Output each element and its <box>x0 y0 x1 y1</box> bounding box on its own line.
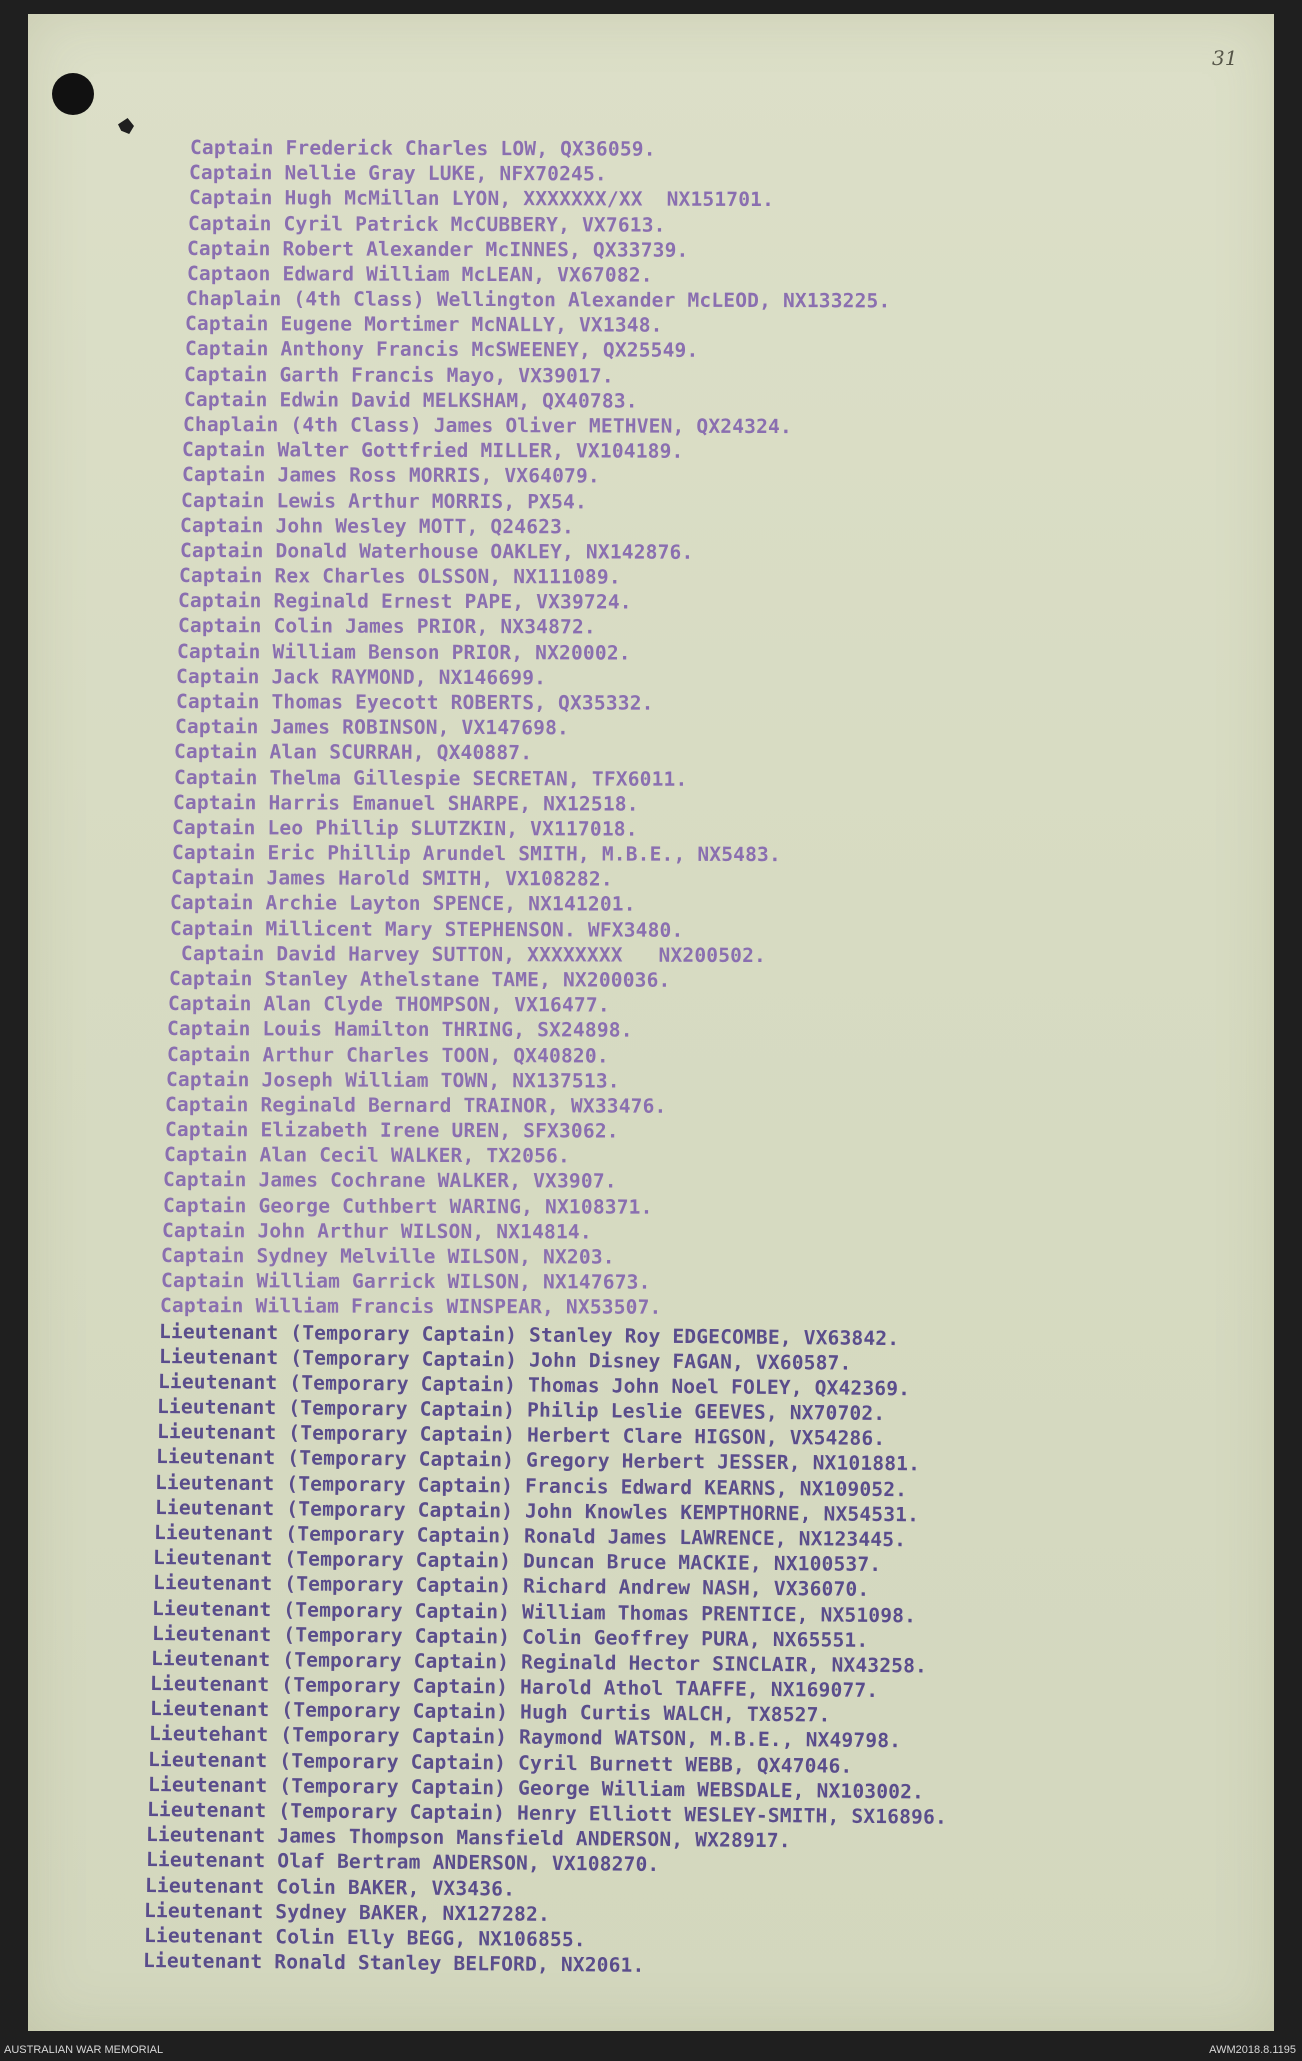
list-item: Captain Nellie Gray LUKE, NFX70245. <box>189 161 608 186</box>
list-item: Lieutenant (Temporary Captain) George William WEBSDALE, NX103002. <box>147 1772 924 1804</box>
list-item: Chaplain (4th Class) James Oliver METHVEN, QX24324. <box>182 413 792 439</box>
list-item: Lieutenant (Temporary Captain) John Disney FAGAN, VX60587. <box>158 1344 852 1375</box>
list-item: Lieutenant James Thompson Mansfield ANDERSON, WX28917. <box>146 1823 792 1853</box>
list-item: Lieutenant (Temporary Captain) Ronald James LAWRENCE, NX123445. <box>153 1520 907 1552</box>
list-item: Captain Hugh McMillan LYON, XXXXXXX/XX NX151701. <box>188 186 774 212</box>
list-item: Captain Thelma Gillespie SECRETAN, TFX6011. <box>173 765 688 791</box>
list-item: Lieutenant (Temporary Captain) Henry Elliott WESLEY-SMITH, SX16896. <box>146 1797 947 1829</box>
list-item: Lieutenant (Temporary Captain) Richard Andrew NASH, VX36070. <box>152 1571 870 1602</box>
list-item: Lieutenant (Temporary Captain) Hugh Curtis WALCH, TX8527. <box>149 1697 831 1727</box>
list-item: Lieutenant (Temporary Captain) Thomas John Noel FOLEY, QX42369. <box>157 1369 911 1401</box>
list-item: Captain Robert Alexander McINNES, QX33739. <box>187 236 689 262</box>
list-item: Lieutenant Olaf Bertram ANDERSON, VX108270. <box>145 1848 660 1877</box>
list-item: Captain Louis Hamilton THRING, SX24898. <box>167 1017 633 1042</box>
list-item: Lieutenant Ronald Stanley BELFORD, NX2061. <box>142 1949 645 1977</box>
list-item: Captain Reginald Ernest PAPE, VX39724. <box>178 589 633 614</box>
list-item: Lieutenant (Temporary Captain) Francis Edward KEARNS, NX109052. <box>155 1470 908 1501</box>
list-item: Captain Alan Cecil WALKER, TX2056. <box>163 1143 570 1168</box>
list-item: Lieutenant Colin BAKER, VX3436. <box>144 1873 516 1901</box>
list-item: Captain Leo Phillip SLUTZKIN, VX117018. <box>172 815 639 841</box>
list-item: Captain James Ross MORRIS, VX64079. <box>181 463 600 488</box>
list-item: Captain Eugene Mortimer McNALLY, VX1348. <box>185 312 664 337</box>
list-item: Captain Arthur Charles TOON, QX40820. <box>166 1042 609 1068</box>
list-item: Captain John Arthur WILSON, NX14814. <box>161 1218 592 1244</box>
list-item: Captain William Benson PRIOR, NX20002. <box>176 639 631 665</box>
list-item: Captain Archie Layton SPENCE, NX141201. <box>170 891 637 917</box>
list-item: Captain George Cuthbert WARING, NX108371. <box>162 1193 653 1219</box>
list-item: Captain John Wesley MOTT, Q24623. <box>180 513 575 539</box>
list-item: Lieutehant (Temporary Captain) Raymond WATSON, M.B.E., NX49798. <box>148 1722 902 1753</box>
list-item: Captain Cyril Patrick McCUBBERY, VX7613. <box>187 211 666 237</box>
list-item: Chaplain (4th Class) Wellington Alexander McLEOD, NX133225. <box>186 287 891 313</box>
list-item: Captain Colin James PRIOR, NX34872. <box>177 614 596 639</box>
list-item: Lieutenant Colin Elly BEGG, NX106855. <box>143 1923 586 1952</box>
list-item: Captain Anthony Francis McSWEENEY, QX25549. <box>184 337 699 363</box>
list-item: Lieutenant (Temporary Captain) Herbert Clare HIGSON, VX54286. <box>156 1420 886 1451</box>
list-item: Captain Garth Francis Mayo, VX39017. <box>184 362 614 388</box>
list-item: Captain Thomas Eyecott ROBERTS, QX35332. <box>175 690 654 715</box>
list-item: Captain William Francis WINSPEAR, NX53507. <box>159 1294 662 1320</box>
list-item: Captain David Harvey SUTTON, XXXXXXXX NX200502. <box>169 941 767 967</box>
list-item: Captain Lewis Arthur MORRIS, PX54. <box>180 488 587 513</box>
list-item: Captain Stanley Athelstane TAME, NX200036. <box>168 967 671 992</box>
list-item: Captain Walter Gottfried MILLER, VX104189. <box>182 438 684 463</box>
list-item: Lieutenant (Temporary Captain) Colin Geoffrey PURA, NX65551. <box>151 1621 868 1652</box>
list-item: Captain Rex Charles OLSSON, NX111089. <box>178 564 621 589</box>
list-item: Captain Jack RAYMOND, NX146699. <box>176 664 547 690</box>
list-item: Lieutenant (Temporary Captain) Duncan Bruce MACKIE, NX100537. <box>153 1546 882 1577</box>
archive-reference: AWM2018.8.1195 <box>1209 2044 1296 2056</box>
list-item: Lieutenant (Temporary Captain) Stanley Roy EDGECOMBE, VX63842. <box>159 1319 900 1350</box>
list-item: Captain Reginald Bernard TRAINOR, WX33476. <box>165 1092 667 1118</box>
list-item: Captain Elizabeth Irene UREN, SFX3062. <box>164 1118 619 1143</box>
list-item: Captain Alan Clyde THOMPSON, VX16477. <box>167 992 610 1017</box>
list-item: Captain Frederick Charles LOW, QX36059. <box>189 136 656 161</box>
list-item: Captain Eric Phillip Arundel SMITH, M.B.E., NX5483. <box>171 841 781 867</box>
list-item: Lieutenant (Temporary Captain) Philip Leslie GEEVES, NX70702. <box>157 1395 886 1425</box>
list-item: Lieutenant (Temporary Captain) Harold Athol TAAFFE, NX169077. <box>150 1672 879 1702</box>
list-item: Captain Donald Waterhouse OAKLEY, NX142876. <box>179 538 694 564</box>
list-item: Lieutenant (Temporary Captain) Cyril Burnett WEBB, QX47046. <box>148 1747 853 1778</box>
list-item: Captain William Garrick WILSON, NX147673. <box>160 1269 651 1294</box>
list-item: Captain Millicent Mary STEPHENSON. WFX3480. <box>169 916 684 942</box>
list-item: Captain Edwin David MELKSHAM, QX40783. <box>183 387 638 413</box>
list-item: Captain Alan SCURRAH, QX40887. <box>174 740 533 765</box>
list-item: Lieutenant Sydney BAKER, NX127282. <box>144 1898 551 1926</box>
list-item: Lieutenant (Temporary Captain) William Thomas PRENTICE, NX51098. <box>151 1596 917 1627</box>
page-number: 31 <box>1212 46 1238 70</box>
list-item: Lieutenant (Temporary Captain) Reginald Hector SINCLAIR, NX43258. <box>150 1646 927 1678</box>
archive-credit: AUSTRALIAN WAR MEMORIAL <box>4 2044 164 2056</box>
list-item: Captain Harris Emanuel SHARPE, NX12518. <box>172 790 639 816</box>
list-item: Lieutenant (Temporary Captain) John Knowles KEMPTHORNE, NX54531. <box>154 1495 920 1527</box>
list-item: Captain James Cochrane WALKER, VX3907. <box>163 1168 617 1193</box>
list-item: Lieutenant (Temporary Captain) Gregory Herbert JESSER, NX101881. <box>155 1445 921 1476</box>
list-item: Captain Joseph William TOWN, NX137513. <box>165 1067 620 1093</box>
list-item: Captain James ROBINSON, VX147698. <box>174 715 570 740</box>
list-item: Captain Sydney Melville WILSON, NX203. <box>161 1243 616 1269</box>
list-item: Captaon Edward William McLEAN, VX67082. <box>186 261 653 287</box>
list-item: Captain James Harold SMITH, VX108282. <box>171 866 613 891</box>
